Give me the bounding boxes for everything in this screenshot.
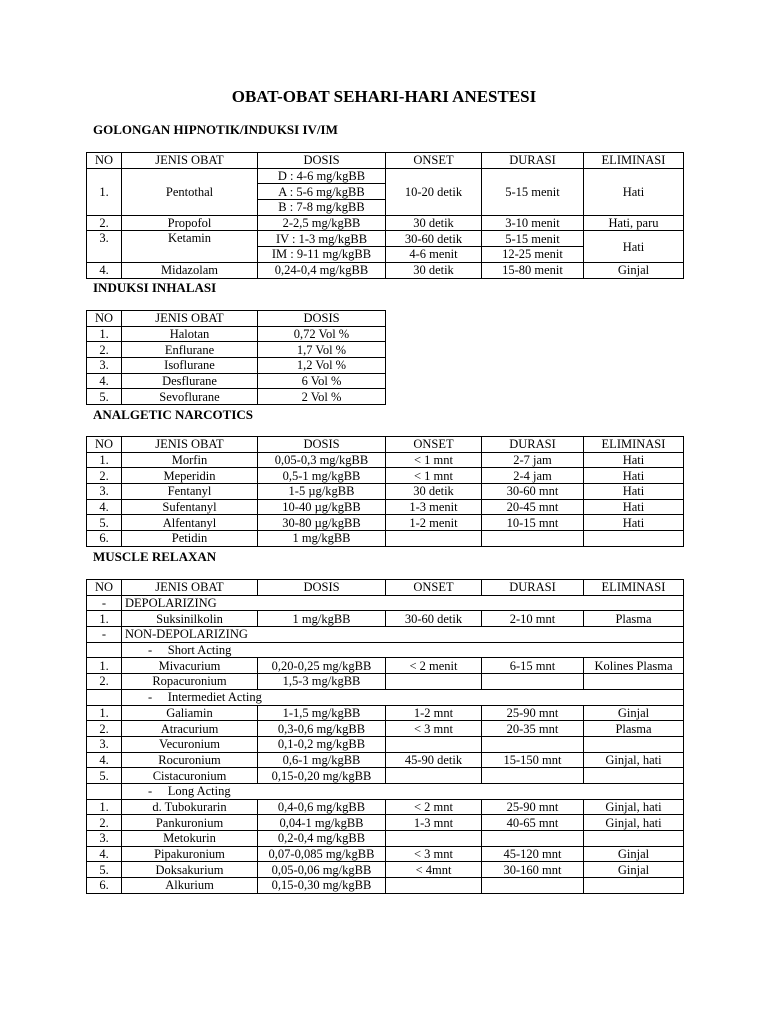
cell-dosis: D : 4-6 mg/kgBB bbox=[258, 168, 386, 184]
category-label: DEPOLARIZING bbox=[122, 595, 684, 611]
table-row bbox=[87, 499, 684, 515]
cell-obat: Alkurium bbox=[122, 878, 258, 894]
cell-no: 1. bbox=[87, 326, 122, 342]
cell-durasi: 5-15 menit bbox=[482, 168, 584, 215]
table-row bbox=[87, 326, 386, 342]
cell-obat: Rocuronium bbox=[122, 752, 258, 768]
header-eliminasi: ELIMINASI bbox=[584, 153, 684, 169]
cell-eliminasi: Hati bbox=[584, 484, 684, 500]
header-dosis: DOSIS bbox=[258, 311, 386, 327]
cell-no: 2. bbox=[87, 721, 122, 737]
header-onset: ONSET bbox=[386, 437, 482, 453]
cell-eliminasi: Hati bbox=[584, 515, 684, 531]
cell-obat: Ketamin bbox=[122, 231, 258, 262]
cell-onset: 1-2 menit bbox=[386, 515, 482, 531]
cell-obat: Sevoflurane bbox=[122, 389, 258, 405]
cell-no: 1. bbox=[87, 168, 122, 215]
cell-no: 2. bbox=[87, 215, 122, 231]
cell-eliminasi: Ginjal bbox=[584, 846, 684, 862]
table-row bbox=[87, 484, 684, 500]
table-row bbox=[87, 515, 684, 531]
cell-eliminasi bbox=[584, 878, 684, 894]
header-onset: ONSET bbox=[386, 153, 482, 169]
table-row bbox=[87, 452, 684, 468]
cell-durasi: 15-150 mnt bbox=[482, 752, 584, 768]
cell-obat: Doksakurium bbox=[122, 862, 258, 878]
cell-eliminasi: Plasma bbox=[584, 611, 684, 627]
cell-no bbox=[87, 689, 122, 705]
table-row bbox=[87, 342, 386, 358]
header-durasi: DURASI bbox=[482, 437, 584, 453]
header-eliminasi: ELIMINASI bbox=[584, 437, 684, 453]
cell-onset: < 3 mnt bbox=[386, 846, 482, 862]
cell-onset: 4-6 menit bbox=[386, 247, 482, 263]
cell-eliminasi bbox=[584, 768, 684, 784]
cell-dosis: 0,3-0,6 mg/kgBB bbox=[258, 721, 386, 737]
cell-durasi: 20-45 mnt bbox=[482, 499, 584, 515]
cell-durasi bbox=[482, 831, 584, 847]
cell-no: 2. bbox=[87, 468, 122, 484]
cell-obat: Midazolam bbox=[122, 262, 258, 278]
cell-onset: < 1 mnt bbox=[386, 452, 482, 468]
cell-dosis: 1 mg/kgBB bbox=[258, 611, 386, 627]
cell-dosis: 0,15-0,30 mg/kgBB bbox=[258, 878, 386, 894]
cell-obat: Sufentanyl bbox=[122, 499, 258, 515]
table-row bbox=[87, 799, 684, 815]
cell-dosis: 0,05-0,3 mg/kgBB bbox=[258, 452, 386, 468]
cell-eliminasi: Hati bbox=[584, 499, 684, 515]
cell-dosis: 0,20-0,25 mg/kgBB bbox=[258, 658, 386, 674]
section-title-relaxan: MUSCLE RELAXAN bbox=[93, 549, 217, 564]
cell-eliminasi: Ginjal bbox=[584, 262, 684, 278]
cell-no bbox=[87, 642, 122, 658]
page-title: OBAT-OBAT SEHARI-HARI ANESTESI bbox=[231, 87, 537, 106]
section-title-inhalasi: INDUKSI INHALASI bbox=[93, 280, 217, 295]
cell-eliminasi: Ginjal bbox=[584, 862, 684, 878]
cell-onset bbox=[386, 531, 482, 547]
cell-dosis: 1,5-3 mg/kgBB bbox=[258, 674, 386, 690]
cell-durasi bbox=[482, 674, 584, 690]
cell-durasi: 3-10 menit bbox=[482, 215, 584, 231]
cell-onset: < 2 mnt bbox=[386, 799, 482, 815]
header-durasi: DURASI bbox=[482, 580, 584, 596]
cell-onset bbox=[386, 674, 482, 690]
cell-durasi: 6-15 mnt bbox=[482, 658, 584, 674]
cell-onset: 30-60 detik bbox=[386, 231, 482, 247]
header-no: NO bbox=[87, 437, 122, 453]
cell-onset bbox=[386, 736, 482, 752]
cell-obat: Fentanyl bbox=[122, 484, 258, 500]
cell-eliminasi bbox=[584, 674, 684, 690]
cell-onset: < 4mnt bbox=[386, 862, 482, 878]
cell-obat: Suksinilkolin bbox=[122, 611, 258, 627]
cell-durasi: 25-90 mnt bbox=[482, 705, 584, 721]
cell-no bbox=[87, 783, 122, 799]
subcategory-row bbox=[87, 783, 684, 799]
cell-durasi: 10-15 mnt bbox=[482, 515, 584, 531]
cell-durasi: 25-90 mnt bbox=[482, 799, 584, 815]
cell-no: 4. bbox=[87, 373, 122, 389]
cell-durasi: 40-65 mnt bbox=[482, 815, 584, 831]
table-row bbox=[87, 831, 684, 847]
section-title-narcotics: ANALGETIC NARCOTICS bbox=[93, 407, 253, 422]
header-dosis: DOSIS bbox=[258, 437, 386, 453]
table-header-row bbox=[87, 580, 684, 596]
cell-durasi: 45-120 mnt bbox=[482, 846, 584, 862]
header-jenis-obat: JENIS OBAT bbox=[122, 580, 258, 596]
table-row bbox=[87, 721, 684, 737]
cell-durasi: 20-35 mnt bbox=[482, 721, 584, 737]
cell-dosis: 1 mg/kgBB bbox=[258, 531, 386, 547]
table-row bbox=[87, 358, 386, 374]
cell-obat: Morfin bbox=[122, 452, 258, 468]
cell-dosis: 0,1-0,2 mg/kgBB bbox=[258, 736, 386, 752]
cell-eliminasi: Hati bbox=[584, 452, 684, 468]
table-hipnotik bbox=[86, 152, 684, 279]
cell-no: 2. bbox=[87, 674, 122, 690]
header-jenis-obat: JENIS OBAT bbox=[122, 153, 258, 169]
category-row bbox=[87, 627, 684, 643]
table-row bbox=[87, 815, 684, 831]
cell-no: - bbox=[87, 595, 122, 611]
cell-onset bbox=[386, 831, 482, 847]
cell-obat: Desflurane bbox=[122, 373, 258, 389]
cell-dosis: 0,4-0,6 mg/kgBB bbox=[258, 799, 386, 815]
cell-no: 2. bbox=[87, 815, 122, 831]
cell-dosis: 1,7 Vol % bbox=[258, 342, 386, 358]
cell-dosis: 0,15-0,20 mg/kgBB bbox=[258, 768, 386, 784]
table-row bbox=[87, 862, 684, 878]
header-no: NO bbox=[87, 311, 122, 327]
table-row bbox=[87, 736, 684, 752]
cell-dosis: 10-40 µg/kgBB bbox=[258, 499, 386, 515]
table-inhalasi bbox=[86, 310, 386, 405]
subcategory-label: - Short Acting bbox=[122, 642, 684, 658]
table-row bbox=[87, 231, 684, 247]
cell-dosis: B : 7-8 mg/kgBB bbox=[258, 200, 386, 216]
cell-onset: 30 detik bbox=[386, 484, 482, 500]
cell-no: - bbox=[87, 627, 122, 643]
cell-obat: Vecuronium bbox=[122, 736, 258, 752]
cell-obat: Metokurin bbox=[122, 831, 258, 847]
cell-obat: Meperidin bbox=[122, 468, 258, 484]
cell-no: 4. bbox=[87, 262, 122, 278]
cell-onset: 45-90 detik bbox=[386, 752, 482, 768]
cell-onset: 1-3 mnt bbox=[386, 815, 482, 831]
cell-obat: Alfentanyl bbox=[122, 515, 258, 531]
cell-obat: d. Tubokurarin bbox=[122, 799, 258, 815]
cell-obat: Cistacuronium bbox=[122, 768, 258, 784]
header-jenis-obat: JENIS OBAT bbox=[122, 311, 258, 327]
cell-no: 3. bbox=[87, 231, 122, 262]
subcategory-label: - Intermediet Acting bbox=[122, 689, 684, 705]
table-row bbox=[87, 168, 684, 184]
table-row bbox=[87, 611, 684, 627]
table-row bbox=[87, 705, 684, 721]
cell-onset bbox=[386, 878, 482, 894]
cell-no: 4. bbox=[87, 752, 122, 768]
cell-eliminasi: Ginjal, hati bbox=[584, 815, 684, 831]
cell-no: 3. bbox=[87, 358, 122, 374]
cell-dosis: 0,5-1 mg/kgBB bbox=[258, 468, 386, 484]
cell-obat: Galiamin bbox=[122, 705, 258, 721]
cell-durasi: 12-25 menit bbox=[482, 247, 584, 263]
cell-no: 3. bbox=[87, 736, 122, 752]
cell-eliminasi: Kolines Plasma bbox=[584, 658, 684, 674]
table-relaxan bbox=[86, 579, 684, 894]
cell-dosis: 2 Vol % bbox=[258, 389, 386, 405]
cell-onset: 1-2 mnt bbox=[386, 705, 482, 721]
cell-onset: < 3 mnt bbox=[386, 721, 482, 737]
cell-no: 1. bbox=[87, 611, 122, 627]
cell-no: 4. bbox=[87, 846, 122, 862]
cell-obat: Ropacuronium bbox=[122, 674, 258, 690]
cell-obat: Pentothal bbox=[122, 168, 258, 215]
cell-durasi: 30-60 mnt bbox=[482, 484, 584, 500]
cell-dosis: IV : 1-3 mg/kgBB bbox=[258, 231, 386, 247]
cell-durasi: 30-160 mnt bbox=[482, 862, 584, 878]
subcategory-label: - Long Acting bbox=[122, 783, 684, 799]
cell-onset: 10-20 detik bbox=[386, 168, 482, 215]
table-row bbox=[87, 262, 684, 278]
header-no: NO bbox=[87, 153, 122, 169]
cell-no: 3. bbox=[87, 831, 122, 847]
cell-dosis: 0,04-1 mg/kgBB bbox=[258, 815, 386, 831]
cell-eliminasi: Hati bbox=[584, 168, 684, 215]
category-row bbox=[87, 595, 684, 611]
cell-eliminasi: Hati, paru bbox=[584, 215, 684, 231]
cell-no: 6. bbox=[87, 878, 122, 894]
cell-dosis: 0,05-0,06 mg/kgBB bbox=[258, 862, 386, 878]
cell-eliminasi bbox=[584, 531, 684, 547]
cell-obat: Isoflurane bbox=[122, 358, 258, 374]
cell-durasi bbox=[482, 736, 584, 752]
subcategory-row bbox=[87, 642, 684, 658]
table-row bbox=[87, 846, 684, 862]
cell-obat: Enflurane bbox=[122, 342, 258, 358]
cell-eliminasi bbox=[584, 831, 684, 847]
table-row bbox=[87, 468, 684, 484]
cell-onset bbox=[386, 768, 482, 784]
table-row bbox=[87, 389, 386, 405]
cell-dosis: 30-80 µg/kgBB bbox=[258, 515, 386, 531]
cell-durasi: 15-80 menit bbox=[482, 262, 584, 278]
cell-no: 1. bbox=[87, 658, 122, 674]
cell-eliminasi: Ginjal bbox=[584, 705, 684, 721]
table-narcotics bbox=[86, 436, 684, 547]
table-header-row bbox=[87, 153, 684, 169]
cell-dosis: A : 5-6 mg/kgBB bbox=[258, 184, 386, 200]
table-row bbox=[87, 531, 684, 547]
cell-no: 2. bbox=[87, 342, 122, 358]
cell-onset: 30 detik bbox=[386, 262, 482, 278]
cell-obat: Propofol bbox=[122, 215, 258, 231]
cell-no: 5. bbox=[87, 862, 122, 878]
cell-eliminasi: Hati bbox=[584, 231, 684, 262]
cell-durasi: 5-15 menit bbox=[482, 231, 584, 247]
table-row bbox=[87, 768, 684, 784]
cell-no: 6. bbox=[87, 531, 122, 547]
table-row bbox=[87, 674, 684, 690]
table-header-row bbox=[87, 311, 386, 327]
header-eliminasi: ELIMINASI bbox=[584, 580, 684, 596]
cell-dosis: 0,07-0,085 mg/kgBB bbox=[258, 846, 386, 862]
cell-onset: 30-60 detik bbox=[386, 611, 482, 627]
cell-no: 1. bbox=[87, 799, 122, 815]
cell-onset: < 1 mnt bbox=[386, 468, 482, 484]
cell-obat: Petidin bbox=[122, 531, 258, 547]
cell-dosis: 0,24-0,4 mg/kgBB bbox=[258, 262, 386, 278]
cell-no: 1. bbox=[87, 452, 122, 468]
header-dosis: DOSIS bbox=[258, 580, 386, 596]
cell-dosis: 0,2-0,4 mg/kgBB bbox=[258, 831, 386, 847]
table-row bbox=[87, 752, 684, 768]
cell-no: 3. bbox=[87, 484, 122, 500]
cell-no: 5. bbox=[87, 389, 122, 405]
cell-dosis: IM : 9-11 mg/kgBB bbox=[258, 247, 386, 263]
table-row bbox=[87, 215, 684, 231]
cell-onset: 1-3 menit bbox=[386, 499, 482, 515]
category-label: NON-DEPOLARIZING bbox=[122, 627, 684, 643]
cell-obat: Pankuronium bbox=[122, 815, 258, 831]
cell-eliminasi bbox=[584, 736, 684, 752]
cell-durasi bbox=[482, 768, 584, 784]
cell-durasi bbox=[482, 531, 584, 547]
cell-no: 1. bbox=[87, 705, 122, 721]
header-onset: ONSET bbox=[386, 580, 482, 596]
header-dosis: DOSIS bbox=[258, 153, 386, 169]
cell-durasi bbox=[482, 878, 584, 894]
cell-dosis: 2-2,5 mg/kgBB bbox=[258, 215, 386, 231]
cell-dosis: 1-5 µg/kgBB bbox=[258, 484, 386, 500]
cell-durasi: 2-7 jam bbox=[482, 452, 584, 468]
table-row bbox=[87, 658, 684, 674]
cell-no: 4. bbox=[87, 499, 122, 515]
header-no: NO bbox=[87, 580, 122, 596]
header-durasi: DURASI bbox=[482, 153, 584, 169]
cell-eliminasi: Ginjal, hati bbox=[584, 799, 684, 815]
cell-dosis: 0,6-1 mg/kgBB bbox=[258, 752, 386, 768]
cell-obat: Pipakuronium bbox=[122, 846, 258, 862]
table-row bbox=[87, 878, 684, 894]
cell-dosis: 1,2 Vol % bbox=[258, 358, 386, 374]
header-jenis-obat: JENIS OBAT bbox=[122, 437, 258, 453]
cell-onset: 30 detik bbox=[386, 215, 482, 231]
cell-obat: Halotan bbox=[122, 326, 258, 342]
cell-onset: < 2 menit bbox=[386, 658, 482, 674]
cell-no: 5. bbox=[87, 515, 122, 531]
cell-dosis: 6 Vol % bbox=[258, 373, 386, 389]
cell-no: 5. bbox=[87, 768, 122, 784]
table-row bbox=[87, 373, 386, 389]
cell-eliminasi: Ginjal, hati bbox=[584, 752, 684, 768]
cell-dosis: 1-1,5 mg/kgBB bbox=[258, 705, 386, 721]
cell-durasi: 2-4 jam bbox=[482, 468, 584, 484]
cell-dosis: 0,72 Vol % bbox=[258, 326, 386, 342]
table-header-row bbox=[87, 437, 684, 453]
cell-eliminasi: Plasma bbox=[584, 721, 684, 737]
cell-obat: Mivacurium bbox=[122, 658, 258, 674]
cell-obat: Atracurium bbox=[122, 721, 258, 737]
cell-eliminasi: Hati bbox=[584, 468, 684, 484]
cell-durasi: 2-10 mnt bbox=[482, 611, 584, 627]
section-title-hipnotik: GOLONGAN HIPNOTIK/INDUKSI IV/IM bbox=[93, 122, 338, 137]
subcategory-row bbox=[87, 689, 684, 705]
